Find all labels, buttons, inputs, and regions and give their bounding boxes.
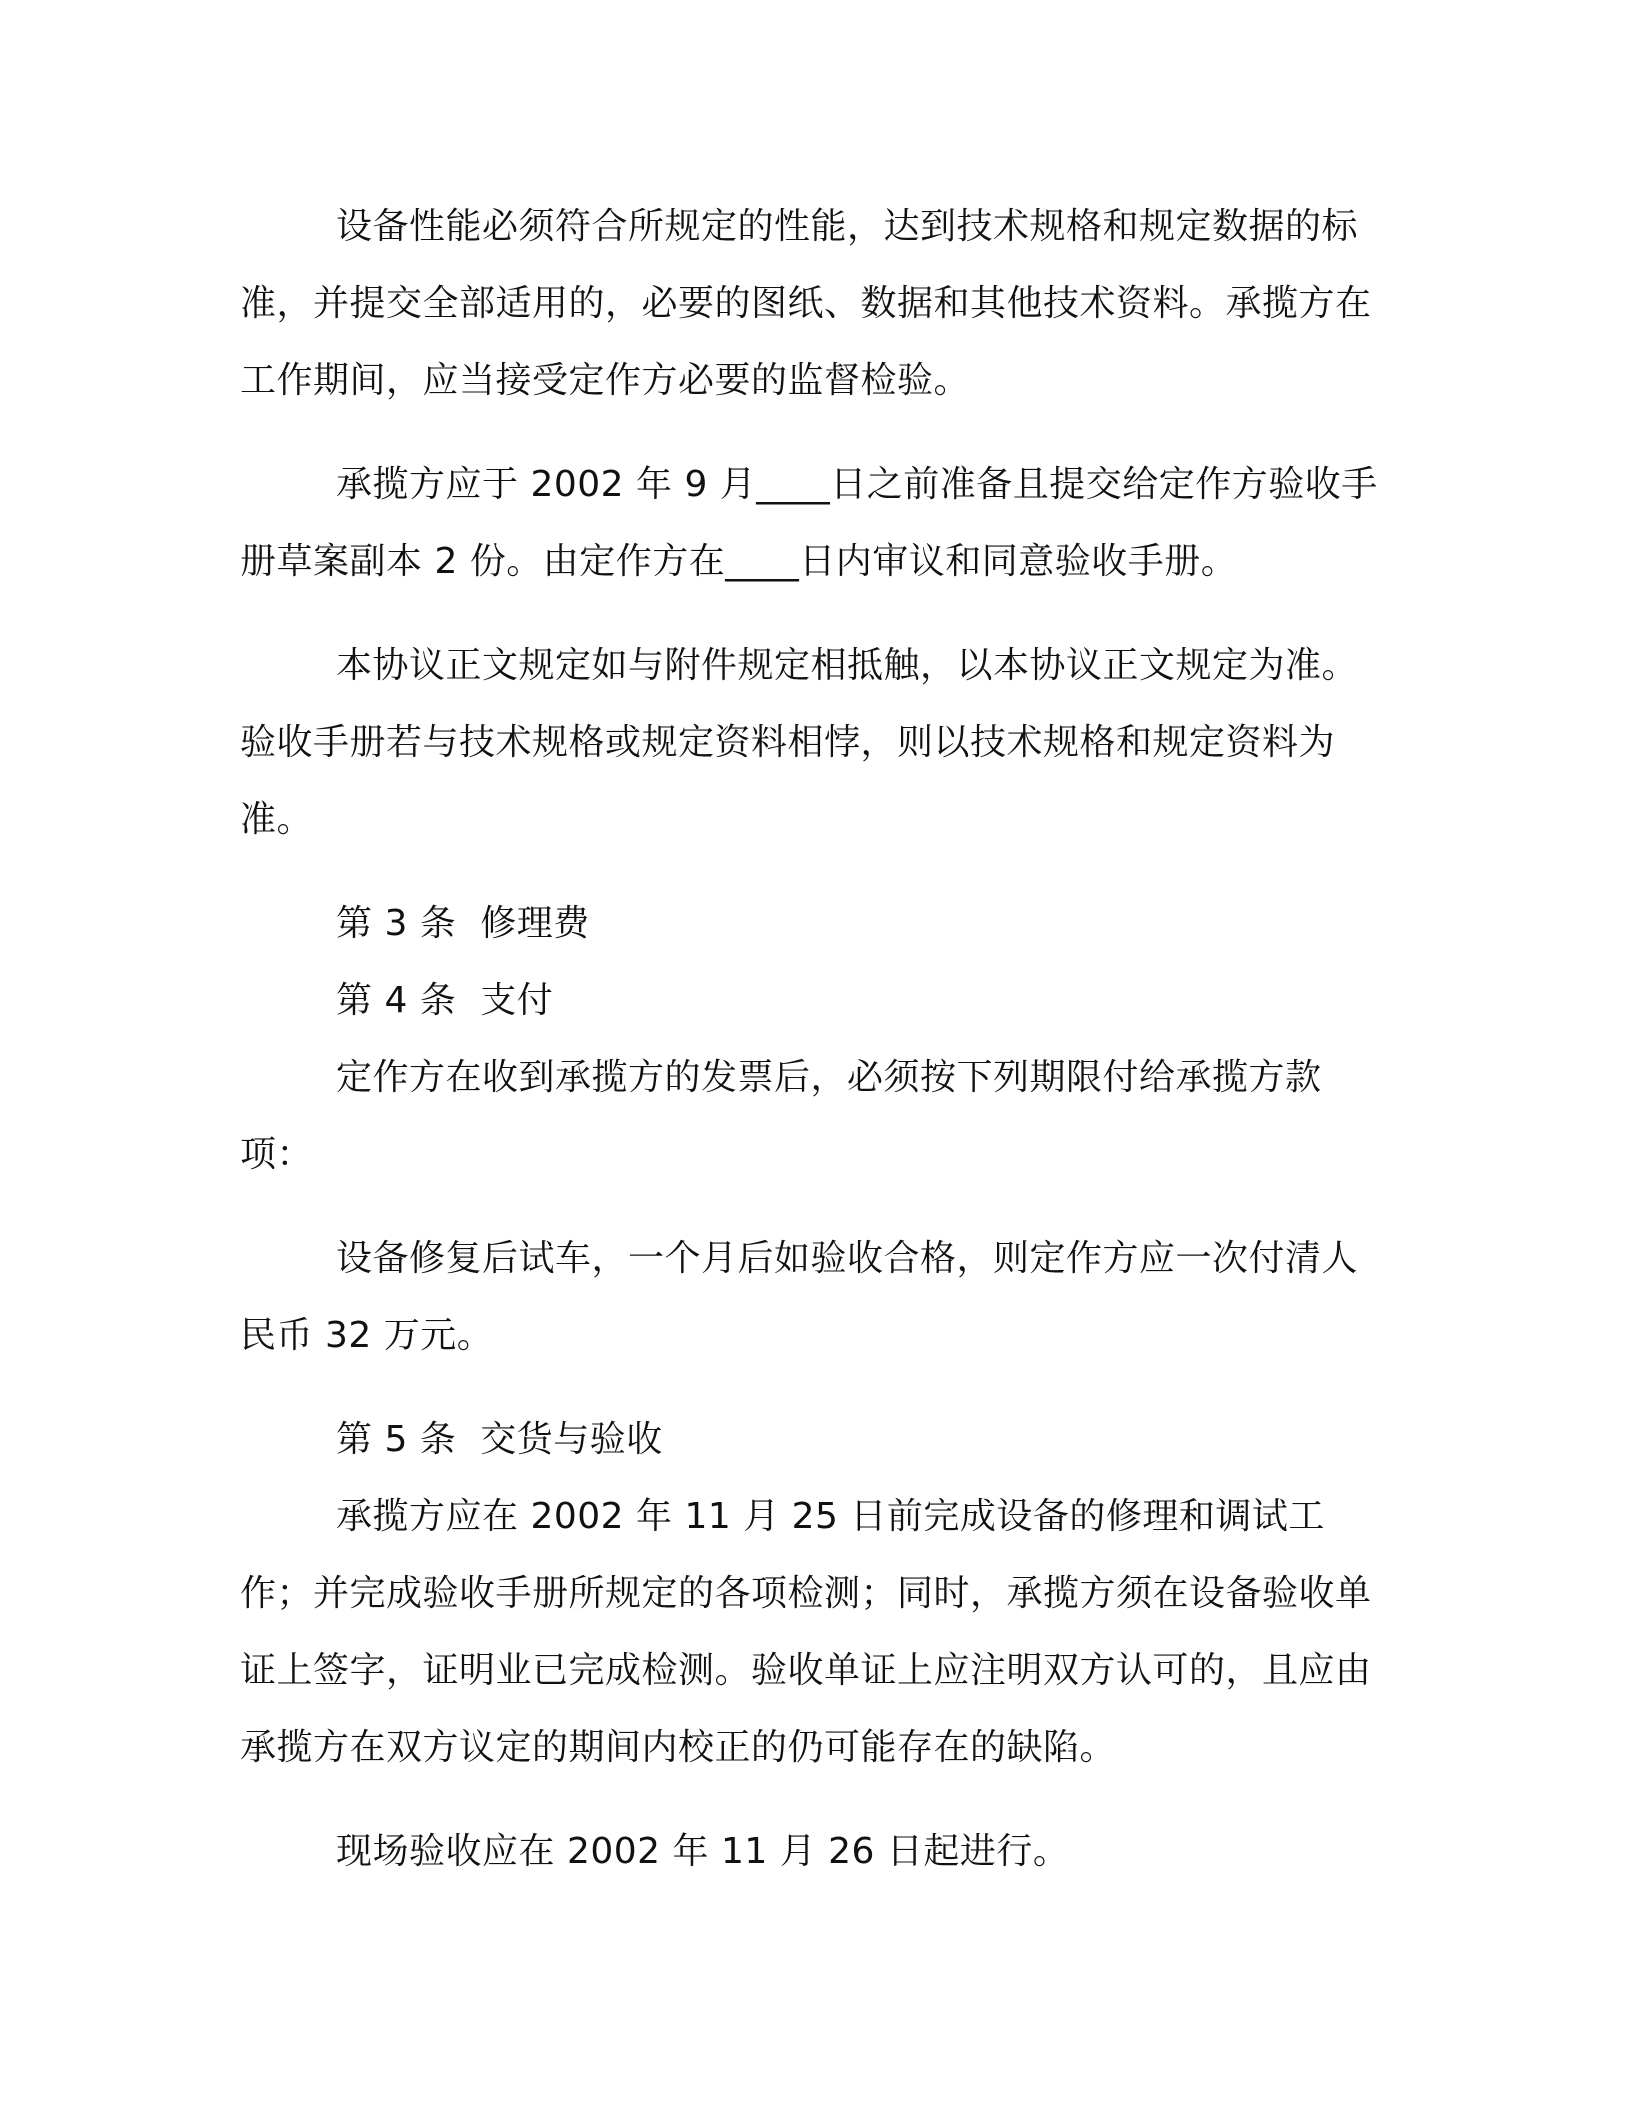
paragraph-precedence: 本协议正文规定如与附件规定相抵触，以本协议正文规定为准。验收手册若与技术规格或规定资料相悖，则以技术规格和规定资料为准。 <box>240 645 1359 840</box>
heading-article-4 <box>240 962 1380 1039</box>
paragraph-payment-terms: 定作方在收到承揽方的发票后，必须按下列期限付给承揽方款项： <box>240 1057 1322 1175</box>
paragraph-delivery: 承揽方应在 2002 年 11 月 25 日前完成设备的修理和调试工作；并完成验收手册所规定的各项检测；同时，承揽方须在设备验收单证上签字，证明业已完成检测。验收单证上应注明双方认可的，且应由承揽方在双方议定的期间内校正的仍可能存在的缺陷。 <box>240 1496 1372 1768</box>
article-3-number: 第 3 条 <box>336 903 457 944</box>
article-3-title: 修理费 <box>480 903 590 944</box>
paragraph-site-acceptance: 现场验收应在 2002 年 11 月 26 日起进行。 <box>336 1831 1070 1872</box>
paragraph-payment-amount: 设备修复后试车，一个月后如验收合格，则定作方应一次付清人民币 32 万元。 <box>240 1238 1359 1356</box>
article-4-number: 第 4 条 <box>336 980 457 1021</box>
document-body <box>240 188 1380 1890</box>
paragraph-acceptance-manual: 承揽方应于 2002 年 9 月____日之前准备且提交给定作方验收手册草案副本 2 份。由定作方在____日内审议和同意验收手册。 <box>240 464 1378 582</box>
article-5-title: 交货与验收 <box>480 1419 663 1460</box>
article-4-title: 支付 <box>480 980 554 1021</box>
paragraph-performance: 设备性能必须符合所规定的性能，达到技术规格和规定数据的标准，并提交全部适用的，必要的图纸、数据和其他技术资料。承揽方在工作期间，应当接受定作方必要的监督检验。 <box>240 206 1372 401</box>
heading-article-3 <box>240 885 1380 962</box>
article-5-number: 第 5 条 <box>336 1419 457 1460</box>
heading-article-5 <box>240 1401 1380 1478</box>
